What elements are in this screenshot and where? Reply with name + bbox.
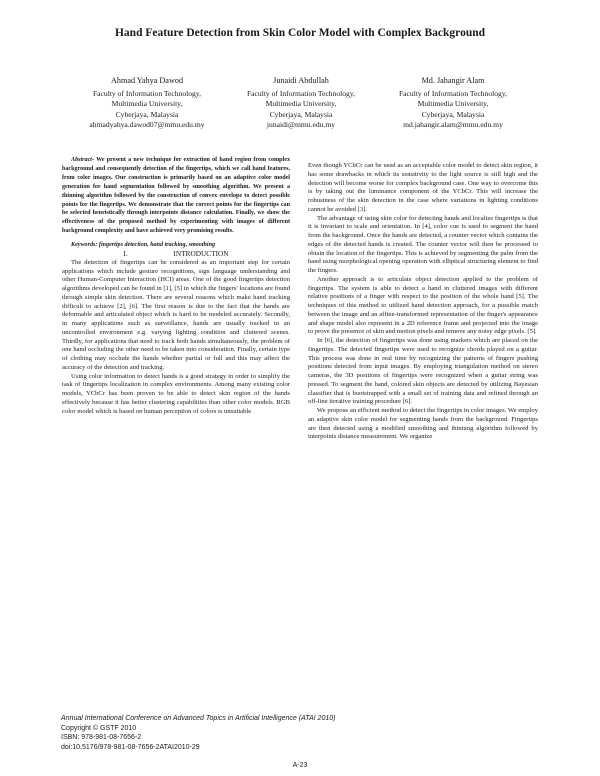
- author-univ: Multimedia University,: [417, 99, 489, 109]
- abstract-label: Abstract-: [71, 157, 95, 163]
- footer-isbn: ISBN: 978-981-08-7656-2: [61, 734, 142, 742]
- section-heading: [62, 250, 290, 259]
- page-number: A-23: [292, 762, 308, 769]
- section-title: INTRODUCTION: [173, 249, 229, 259]
- author-dept: Faculty of Information Technology,: [246, 89, 356, 99]
- author-email: junaidi@mmu.edu.my: [266, 119, 336, 129]
- author-block-2: [216, 76, 386, 130]
- right-column: [308, 162, 538, 442]
- author-block-1: [62, 76, 232, 130]
- author-city: Cyberjaya, Malaysia: [421, 109, 485, 119]
- author-city: Cyberjaya, Malaysia: [115, 109, 179, 119]
- author-name: Junaidi Abdullah: [273, 76, 329, 85]
- author-email: ahmadyahya.dawod07@mmu.edu.my: [89, 119, 205, 129]
- footer: [61, 714, 335, 752]
- author-name: Ahmad Yahya Dawod: [110, 76, 184, 85]
- paragraph: In [6], the detection of fingertips was done using markers which are placed on the fingertips. The detected fingertips were used to recognize chords played on a guitar. This process was done in real time by recognizing the patterns of fingers pushing positions detected from input images. By employing triangulation method on stereo cameras, the 3D positions of fingertips were recognized when a guitar string was pressed. To segment the hand, colored skin objects are detected by utilizing Bayesian classifier that is bootstrapped with a small set of training data and refined through an off-line iterative training procedure [6].: [308, 337, 538, 406]
- author-univ: Multimedia University,: [265, 99, 337, 109]
- author-univ: Multimedia University,: [111, 99, 183, 109]
- author-name: Md. Jahangir Alam: [421, 76, 485, 85]
- left-column: [62, 156, 290, 416]
- author-block-3: [368, 76, 538, 130]
- paragraph: The detection of fingertips can be considered as an important step for certain applications which include gesture recognitions, sign language understanding and other Human-Computer Interaction (HCI) areas. One of the good fingertips detection algorithms developed can be found in [1], [5] in which the fingers' locations are found through simple skin detection. There are several reasons which make hand tracking difficult to achieve [2], [6]. The first reason is due to the fact that the hands are deformable and articulated object which is hard to be modeled accurately. Secondly, in many applications such as surveillance, hands are usually tracked in an uncontrolled environment e.g. varying lighting condition and cluttered scenes. Thirdly, for applications that need to track both hands simultaneously, the problem of one hand occluding the other need to be taken into consideration. Finally, certain type of clothing may occlude the hands whether partial or full and this may affect the accuracy of the detection and tracking.: [62, 258, 290, 371]
- keywords: Keywords: fingertips detection, hand tracking, smoothing: [71, 242, 216, 249]
- section-number: I.: [123, 249, 128, 259]
- abstract-text: We present a new technique for extraction of hand region from complex background and consequently detection of the fingertips, which we call hand features, from color images. Our construction is primarily based on an adaptive color model generation for hand segmentation followed by smoothing algorithm. We present a thinning algorithm followed by the construction of convex envelope to detect possible points for the fingertips. We demonstrate that the correct points for the fingertips can be selected heuristically through interpoints distance calculation. Finally, we show the effectiveness of the proposed method by experimenting with images of different background complexity and have achieved very promising results.: [62, 157, 290, 235]
- footer-copyright: Copyright © GSTF 2010: [61, 724, 137, 732]
- paragraph: The advantage of using skin color for detecting hands and localize fingertips is that it is invariant to scale and orientation. In [4], color cue is used to segment the hand from the background. Once the hands are detected, a counter vector which contains the edges of the detected hands is created. The counter vector will then be processed to obtain the location of the fingertips. This is achieved by segmenting the palm from the hand using morphological opening operation with elliptical structuring element to find the fingers.: [308, 214, 538, 274]
- footer-conference: Annual International Conference on Advanced Topics in Artificial Intelligence (ATAI 2010): [61, 715, 336, 722]
- paragraph: Even though YCbCr can be used as an acceptable color model to detect skin region, it has some drawbacks in which its sensitivity to the light source is still high and the detection will become worse for complex background case. One way to overcome this is by taking out the luminance component of the YCbCr. This will increase the robustness of the skin detection in the case where variations in lighting conditions cannot be avoided [3].: [308, 162, 538, 213]
- paragraph: Another approach is to articulate object detection applied to the problem of fingertips. The system is able to detect a hand in cluttered images with different relative positions of a finger with respect to the position of the whole hand [5]. The techniques of this method to utilized hand detection approach, for a possible match between the image and an affine-transformed representation of the finger's appearance and shape model also represent in a 2D reference frame and projected into the image to prove the presence of skin and motion pixels and remove any noisy edge pixels. [5].: [308, 275, 538, 336]
- paragraph: Using color information to detect hands is a good strategy in order to simplify the task of fingertips localization in complex environments. Among many existing color models, YCbCr has been proven to be able to detect skin region of the hands effectively because it has better clustering capabilities than other color models. RGB color model which is based on human perception of colors is unsuitable: [62, 372, 290, 415]
- author-email: md.jahangir.alam@mmu.edu.my: [403, 119, 503, 129]
- footer-doi: doi:10.5176/978-981-08-7656-2ATAI2010-29: [61, 743, 200, 751]
- author-city: Cyberjaya, Malaysia: [269, 109, 333, 119]
- paper-title: Hand Feature Detection from Skin Color Model with Complex Background: [114, 27, 486, 39]
- abstract: [62, 156, 290, 236]
- author-dept: Faculty of Information Technology,: [92, 89, 202, 99]
- author-dept: Faculty of Information Technology,: [398, 89, 508, 99]
- paragraph: We propose an efficient method to detect the fingertips in color images. We employ an adaptive skin color model for segmenting hands from the background. Fingertips are then detected using a modified smoothing and thinning algorithm followed by interpoints distance measurement. We organize: [308, 407, 538, 441]
